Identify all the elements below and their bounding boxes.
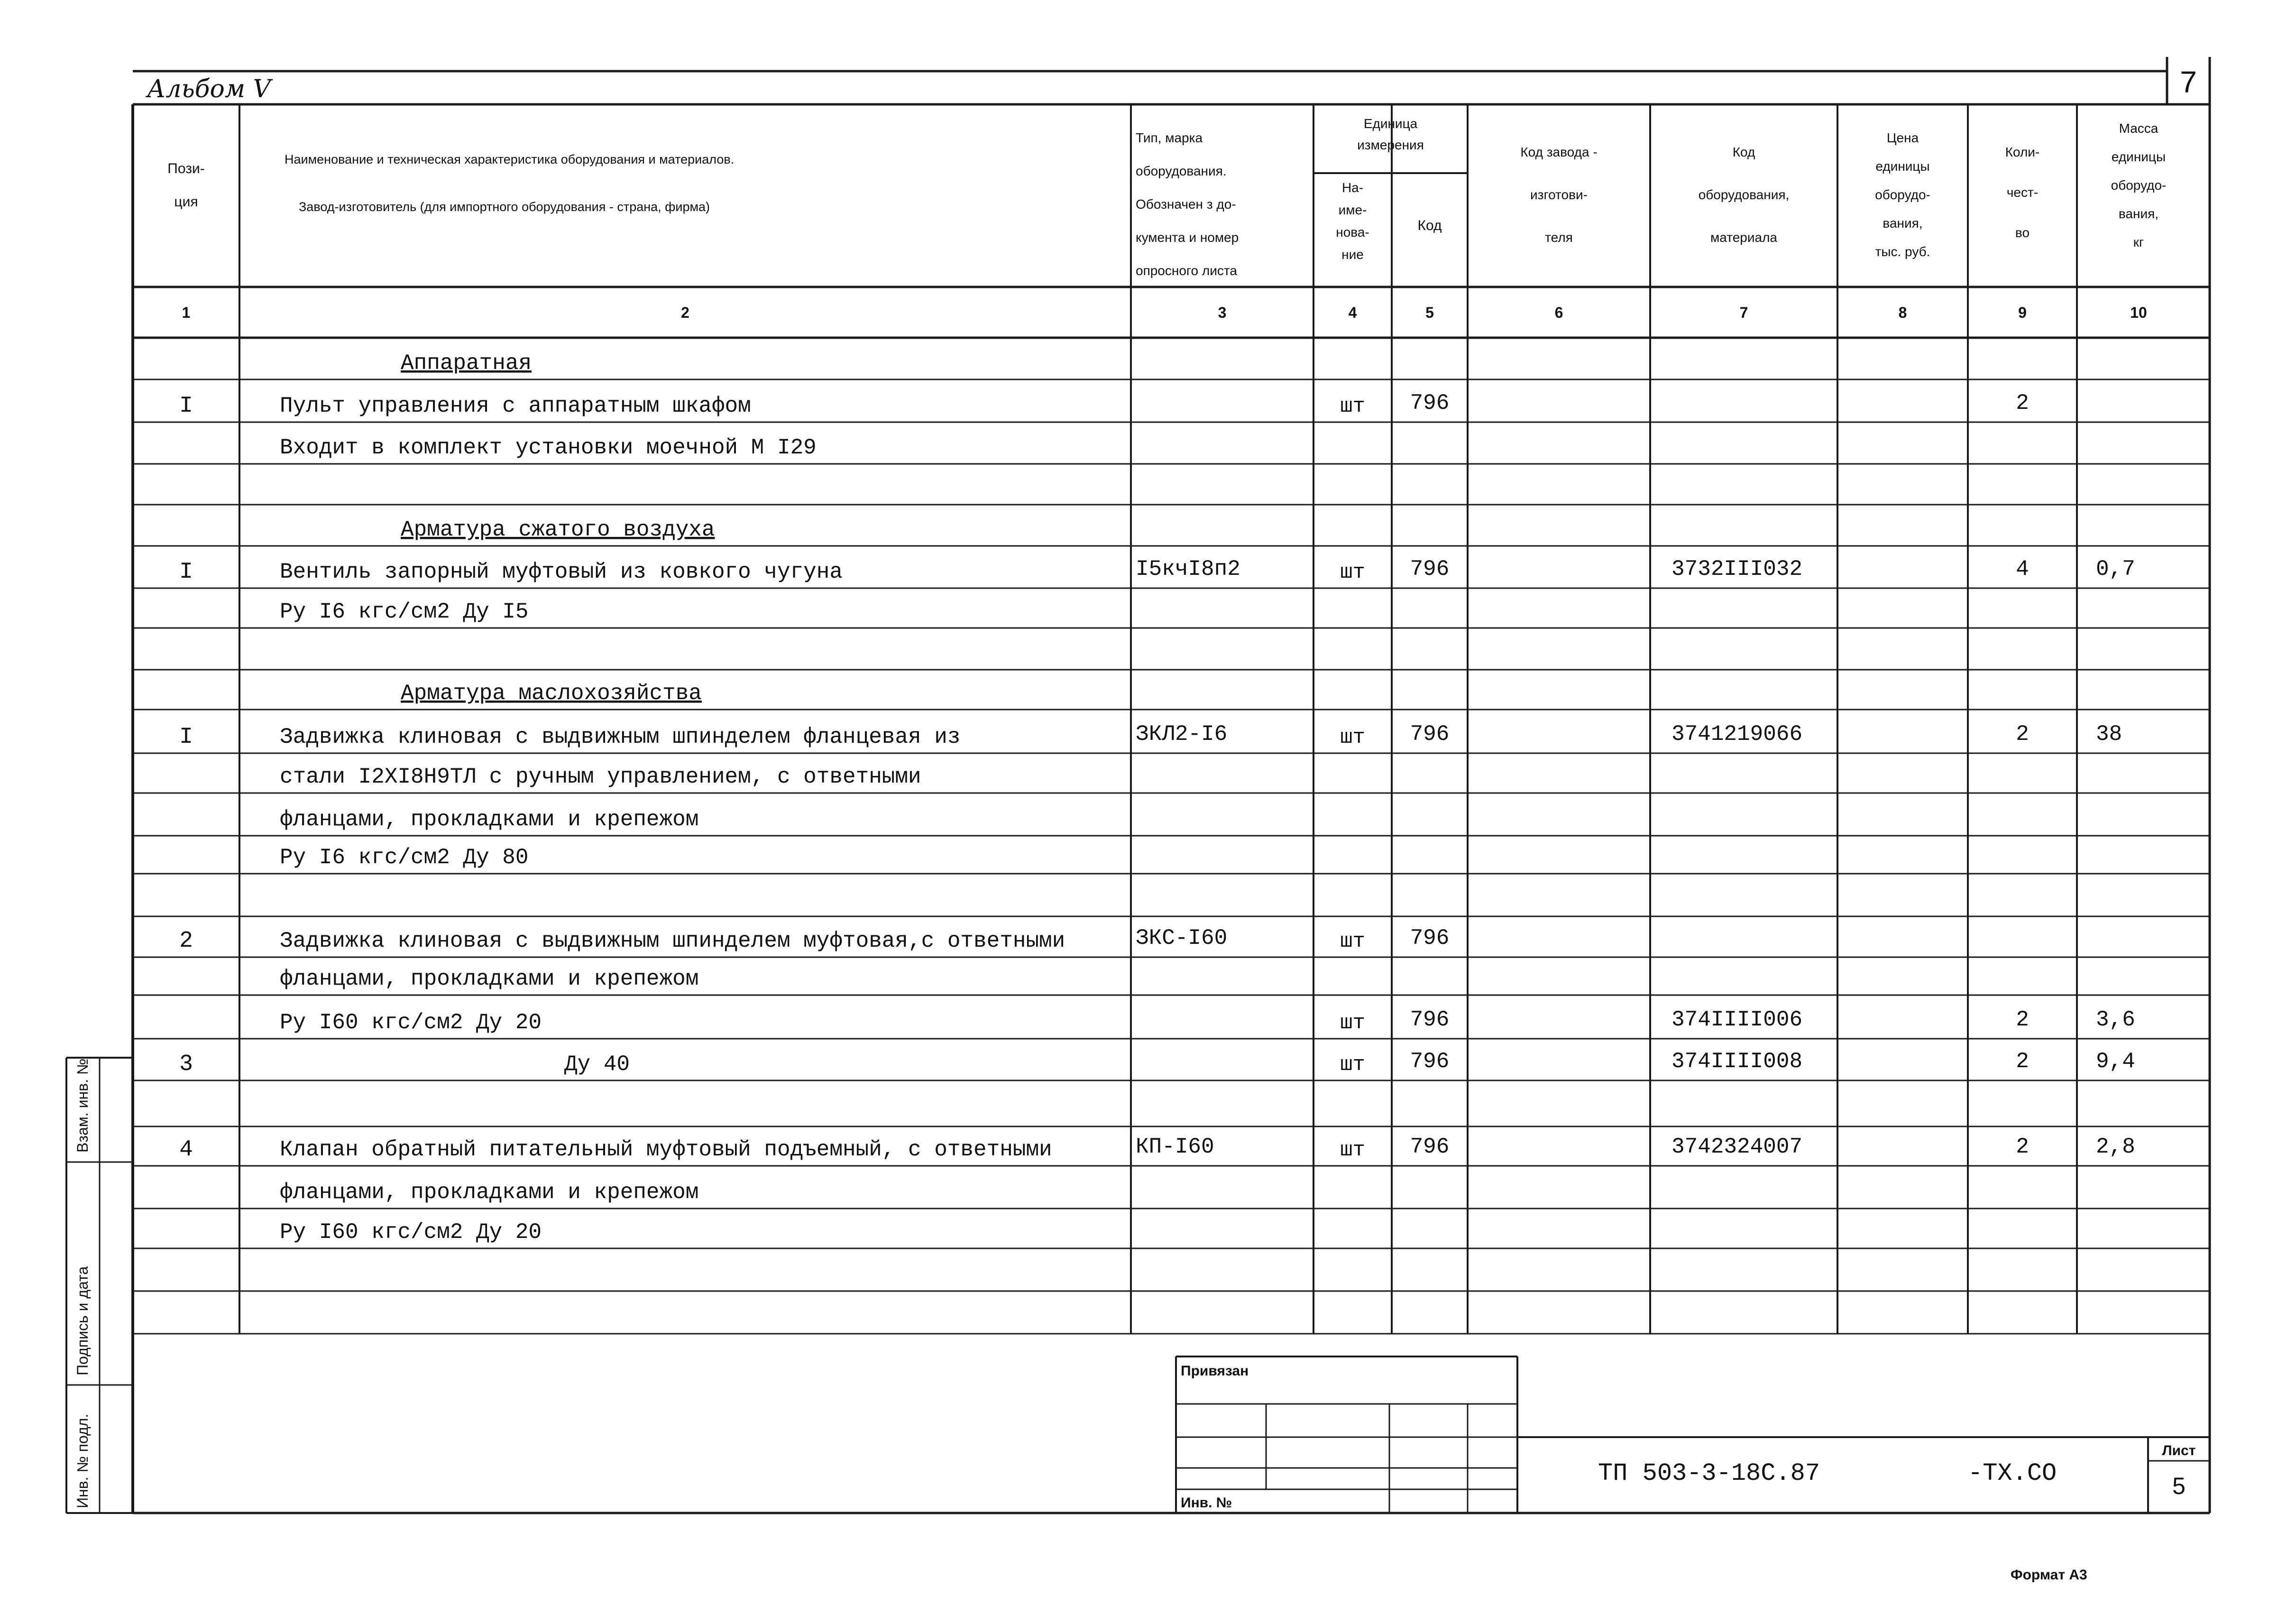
header-plant-code: Код завода - — [1520, 145, 1598, 159]
row-unit: шт — [1340, 726, 1365, 749]
header-price: единицы — [1875, 159, 1930, 174]
row-position: I — [179, 393, 193, 419]
column-number: 7 — [1739, 304, 1748, 321]
row-unit: шт — [1340, 1053, 1365, 1077]
row-unit-code: 796 — [1410, 1135, 1450, 1159]
stamp-inventory-number: Инв. № — [1181, 1495, 1232, 1511]
row-name: Ру I6 кгс/см2 Ду 80 — [280, 845, 529, 870]
row-name: Вентиль запорный муфтовый из ковкого чугуна — [280, 560, 843, 584]
header-mass: вания, — [2118, 206, 2159, 221]
header-unit-group: Единица — [1363, 116, 1418, 131]
row-name: Ру I6 кгс/см2 Ду I5 — [280, 600, 529, 624]
header-unit-code: Код — [1417, 218, 1442, 233]
row-equipment-code: 3742324007 — [1671, 1135, 1803, 1159]
header-position: Пози- — [167, 161, 205, 176]
document-suffix: -ТХ.СО — [1968, 1459, 2057, 1487]
row-equipment-code: 3741219066 — [1671, 722, 1803, 747]
header-equipment-code: материала — [1710, 230, 1777, 245]
header-unit-name: нова- — [1336, 225, 1369, 240]
row-quantity: 2 — [2016, 1007, 2029, 1032]
section-title: Арматура маслохозяйства — [401, 681, 702, 706]
header-type: Обозначен з до- — [1136, 197, 1236, 212]
header-type: опросного листа — [1136, 263, 1237, 278]
section-title: Арматура сжатого воздуха — [401, 517, 715, 542]
column-number: 10 — [2130, 304, 2147, 321]
row-position: 4 — [179, 1137, 193, 1163]
format-label: Формат А3 — [2011, 1567, 2087, 1583]
header-name: Наименование и техническая характеристика оборудования и материалов. — [285, 152, 735, 166]
row-name: Пульт управления с аппаратным шкафом — [280, 394, 751, 418]
header-manufacturer: Завод-изготовитель (для импортного оборудования - страна, фирма) — [299, 200, 710, 214]
row-unit-code: 796 — [1410, 926, 1450, 950]
row-name: Клапан обратный питательный муфтовый подъемный, с ответными — [280, 1137, 1052, 1162]
row-type: ЗКЛ2-I6 — [1136, 722, 1228, 747]
header-unit-group: измерения — [1357, 138, 1424, 152]
section-title: Аппаратная — [401, 351, 532, 376]
row-name: стали I2XI8H9TЛ с ручным управлением, с ответными — [280, 765, 921, 789]
header-plant-code: теля — [1545, 230, 1573, 245]
row-mass: 3,6 — [2096, 1007, 2135, 1032]
header-type: Тип, марка — [1136, 130, 1203, 145]
header-price: вания, — [1883, 216, 1923, 231]
header-unit-name: име- — [1338, 203, 1367, 217]
row-position: I — [179, 724, 193, 750]
row-mass: 0,7 — [2096, 557, 2135, 581]
row-type: I5кчI8п2 — [1136, 557, 1240, 581]
row-unit-code: 796 — [1410, 1007, 1450, 1032]
row-unit-code: 796 — [1410, 1049, 1450, 1074]
header-mass: единицы — [2111, 149, 2166, 164]
sheet-number: 5 — [2172, 1473, 2186, 1499]
document-code: ТП 503-3-18С.87 — [1598, 1459, 1820, 1487]
row-equipment-code: 374IIII006 — [1671, 1007, 1803, 1032]
column-number: 9 — [2018, 304, 2027, 321]
header-mass: Масса — [2119, 121, 2158, 136]
header-price: оборудо- — [1875, 187, 1930, 202]
row-unit: шт — [1340, 395, 1365, 418]
header-quantity: во — [2015, 225, 2030, 240]
column-number: 1 — [182, 304, 191, 321]
side-stamp-replacement: Взам. инв. № — [74, 1058, 91, 1153]
header-quantity: чест- — [2006, 185, 2039, 200]
header-equipment-code: Код — [1732, 145, 1755, 159]
header-equipment-code: оборудования, — [1698, 187, 1790, 202]
row-name: фланцами, прокладками и крепежом — [280, 967, 699, 991]
column-number: 2 — [681, 304, 689, 321]
row-position: 3 — [179, 1052, 193, 1077]
row-name: Входит в комплект установки моечной М I29 — [280, 435, 817, 460]
row-name: Задвижка клиновая с выдвижным шпинделем муфтовая,с ответными — [280, 929, 1065, 953]
row-quantity: 4 — [2016, 557, 2029, 581]
column-number: 4 — [1348, 304, 1357, 321]
header-position: ция — [174, 194, 198, 210]
row-equipment-code: 374IIII008 — [1671, 1049, 1803, 1074]
row-name: фланцами, прокладками и крепежом — [280, 807, 699, 832]
column-number: 3 — [1218, 304, 1227, 321]
row-unit: шт — [1340, 1138, 1365, 1162]
header-type: оборудования. — [1136, 164, 1227, 178]
side-stamp-signature: Подпись и дата — [74, 1266, 91, 1375]
header-unit-name: На- — [1341, 180, 1364, 195]
row-type: ЗКС-I60 — [1136, 926, 1228, 950]
row-quantity: 2 — [2016, 722, 2029, 747]
row-mass: 9,4 — [2096, 1049, 2135, 1074]
row-equipment-code: 3732III032 — [1671, 557, 1803, 581]
row-name: Ду 40 — [564, 1052, 630, 1077]
sheet-label: Лист — [2162, 1443, 2196, 1458]
row-mass: 38 — [2096, 722, 2122, 747]
row-quantity: 2 — [2016, 1135, 2029, 1159]
column-number: 6 — [1554, 304, 1563, 321]
sheet-text — [74, 65, 2197, 1583]
row-unit-code: 796 — [1410, 722, 1450, 747]
row-mass: 2,8 — [2096, 1135, 2135, 1159]
header-type: кумента и номер — [1136, 230, 1239, 245]
row-unit: шт — [1340, 1011, 1365, 1035]
row-unit-code: 796 — [1410, 391, 1450, 415]
row-position: 2 — [179, 928, 193, 954]
row-unit-code: 796 — [1410, 557, 1450, 581]
row-quantity: 2 — [2016, 1049, 2029, 1074]
row-quantity: 2 — [2016, 391, 2029, 415]
row-name: Ру I60 кгс/см2 Ду 20 — [280, 1010, 542, 1035]
header-price: тыс. руб. — [1875, 244, 1930, 259]
page-number: 7 — [2180, 65, 2197, 99]
column-number: 8 — [1898, 304, 1907, 321]
header-unit-name: ние — [1341, 247, 1364, 262]
album-label: Альбом V — [147, 75, 271, 103]
row-name: фланцами, прокладками и крепежом — [280, 1180, 699, 1205]
side-stamp-inventory: Инв. № подл. — [74, 1413, 91, 1508]
row-unit: шт — [1340, 930, 1365, 953]
row-name: Ру I60 кгс/см2 Ду 20 — [280, 1220, 542, 1245]
header-mass: кг — [2133, 235, 2144, 249]
header-price: Цена — [1886, 130, 1919, 145]
row-name: Задвижка клиновая с выдвижным шпинделем фланцевая из — [280, 725, 961, 749]
row-position: I — [179, 559, 193, 585]
header-mass: оборудо- — [2111, 178, 2167, 193]
header-quantity: Коли- — [2005, 145, 2040, 159]
column-number: 5 — [1425, 304, 1434, 321]
stamp-privyazan: Привязан — [1181, 1363, 1249, 1379]
row-type: КП-I60 — [1136, 1135, 1214, 1159]
row-unit: шт — [1340, 561, 1365, 584]
header-plant-code: изготови- — [1530, 187, 1588, 202]
